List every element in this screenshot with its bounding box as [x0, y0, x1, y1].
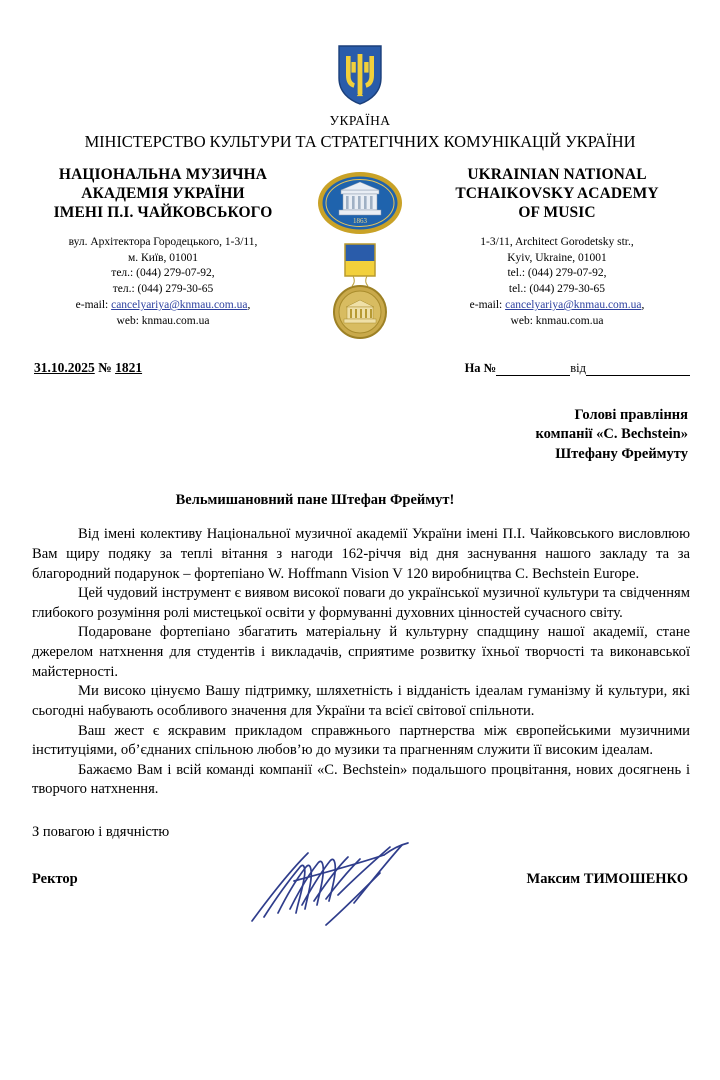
org-name-uk-line2: АКАДЕМІЯ УКРАЇНИ	[81, 184, 245, 202]
addressee-line-3: Штефану Фреймуту	[555, 445, 688, 462]
body-paragraph: Подароване фортепіано збагатить матеріальну й культурну спадщину нашої академії, стане джерелом натхнення для студентів і викладачів, сприятиме розвитку їхньої творчості та виконавської майстерності.	[32, 624, 690, 680]
signer-role: Ректор	[32, 871, 78, 888]
contacts-en	[418, 235, 696, 330]
ministry-title: МІНІСТЕРСТВО КУЛЬТУРИ ТА СТРАТЕГІЧНИХ КОМУНІКАЦІЙ УКРАЇНИ	[84, 132, 636, 151]
phone-1-uk: тел.: (044) 279-07-92,	[111, 267, 215, 280]
phone-2-uk: тел.: (044) 279-30-65	[112, 283, 214, 296]
email-label-en: e-mail:	[469, 299, 506, 312]
addressee-block	[24, 406, 696, 464]
signer-name: Максим ТИМОШЕНКО	[526, 871, 688, 888]
document-date-number	[34, 360, 142, 376]
email-link-en[interactable]: cancelyariya@knmau.com.ua	[505, 299, 642, 312]
addressee-line-2: компанії «C. Bechstein»	[535, 426, 688, 443]
body-paragraph: Цей чудовий інструмент є виявом високої поваги до української музичної культури та свідченням глибокого розуміння ролі мистецької освіти у формуванні духовних цінностей сучасного світу.	[32, 585, 690, 621]
country-name: УКРАЇНА	[329, 113, 391, 128]
email-label-uk: e-mail:	[75, 299, 112, 312]
letterhead	[24, 166, 696, 346]
org-name-en-line2: TCHAIKOVSKY ACADEMY	[455, 184, 659, 202]
academy-medal-icon	[328, 242, 392, 346]
academy-emblem-icon	[317, 170, 403, 236]
number-symbol: №	[98, 360, 112, 375]
org-name-en	[418, 166, 696, 223]
email-row-en	[418, 298, 696, 314]
valediction: З повагою і вдячністю	[32, 824, 170, 841]
address-line-2-uk: м. Київ, 01001	[128, 251, 198, 264]
website-en: web: knmau.com.ua	[510, 315, 604, 328]
address-line-1-uk: вул. Архітектора Городецького, 1-3/11,	[68, 235, 258, 248]
contacts-uk	[24, 235, 302, 330]
org-name-uk	[24, 166, 302, 223]
handwritten-signature-icon	[234, 829, 474, 939]
emblem-year: 1863	[353, 217, 367, 225]
document-number: 1821	[115, 360, 143, 375]
reply-date-blank[interactable]	[586, 364, 690, 376]
coat-of-arms-block	[24, 0, 696, 152]
addressee-line-1: Голові правління	[574, 407, 688, 423]
body-paragraph: Від імені колективу Національної музичної академії України імені П.І. Чайковського висловлюю Вам щиру подяку за теплі вітання з нагоди 162-річчя від дня заснування нашого закладу та за благородний подарунок – фортепіано W. Hoffmann Vision V 120 виробництва C. Bechstein Europe.	[32, 526, 690, 582]
phone-2-en: tel.: (044) 279-30-65	[508, 283, 606, 296]
body-paragraph: Ваш жест є яскравим прикладом справжнього партнерства між європейськими музичними інституціями, об’єднаних спільною любов’ю до музики та прагненням служити її високим ідеалам.	[32, 722, 690, 759]
body-paragraph: Ми високо цінуємо Вашу підтримку, шляхетність і відданість ідеалам гуманізму й культури, які сьогодні набувають особливого значення для України та всієї світової спільноти.	[32, 683, 690, 719]
address-line-2-en: Kyiv, Ukraine, 01001	[507, 251, 607, 264]
reply-number-blank[interactable]	[496, 364, 570, 376]
ukraine-trident-icon	[337, 44, 383, 106]
signature-block	[24, 871, 696, 888]
document-date: 31.10.2025	[34, 360, 95, 375]
email-row-uk	[24, 298, 302, 314]
email-tail-uk: ,	[247, 299, 251, 312]
letterhead-center-graphics	[304, 166, 416, 346]
org-name-en-line1: UKRAINIAN NATIONAL	[467, 166, 647, 183]
address-line-1-en: 1-3/11, Architect Gorodetsky str.,	[480, 235, 634, 248]
body-paragraph: Бажаємо Вам і всій команді компанії «C. Bechstein» подальшого процвітання, нових досягнень і творчого натхнення.	[32, 761, 690, 798]
email-link-uk[interactable]: cancelyariya@knmau.com.ua	[111, 299, 248, 312]
org-name-uk-line3: ІМЕНІ П.І. ЧАЙКОВСЬКОГО	[53, 203, 273, 221]
letter-body	[24, 525, 696, 800]
reply-reference	[465, 361, 690, 376]
org-name-uk-line1: НАЦІОНАЛЬНА МУЗИЧНА	[58, 166, 268, 183]
letterhead-right	[418, 166, 696, 330]
website-uk: web: knmau.com.ua	[116, 315, 210, 328]
phone-1-en: tel.: (044) 279-07-92,	[507, 267, 607, 280]
letterhead-left	[24, 166, 302, 330]
org-name-en-line3: OF MUSIC	[518, 203, 596, 221]
reply-date-label: від	[570, 361, 586, 375]
reference-line	[24, 360, 696, 376]
salutation: Вельмишановний пане Штефан Фреймут!	[175, 492, 455, 509]
reply-reference-label: На №	[464, 361, 497, 375]
email-tail-en: ,	[641, 299, 645, 312]
